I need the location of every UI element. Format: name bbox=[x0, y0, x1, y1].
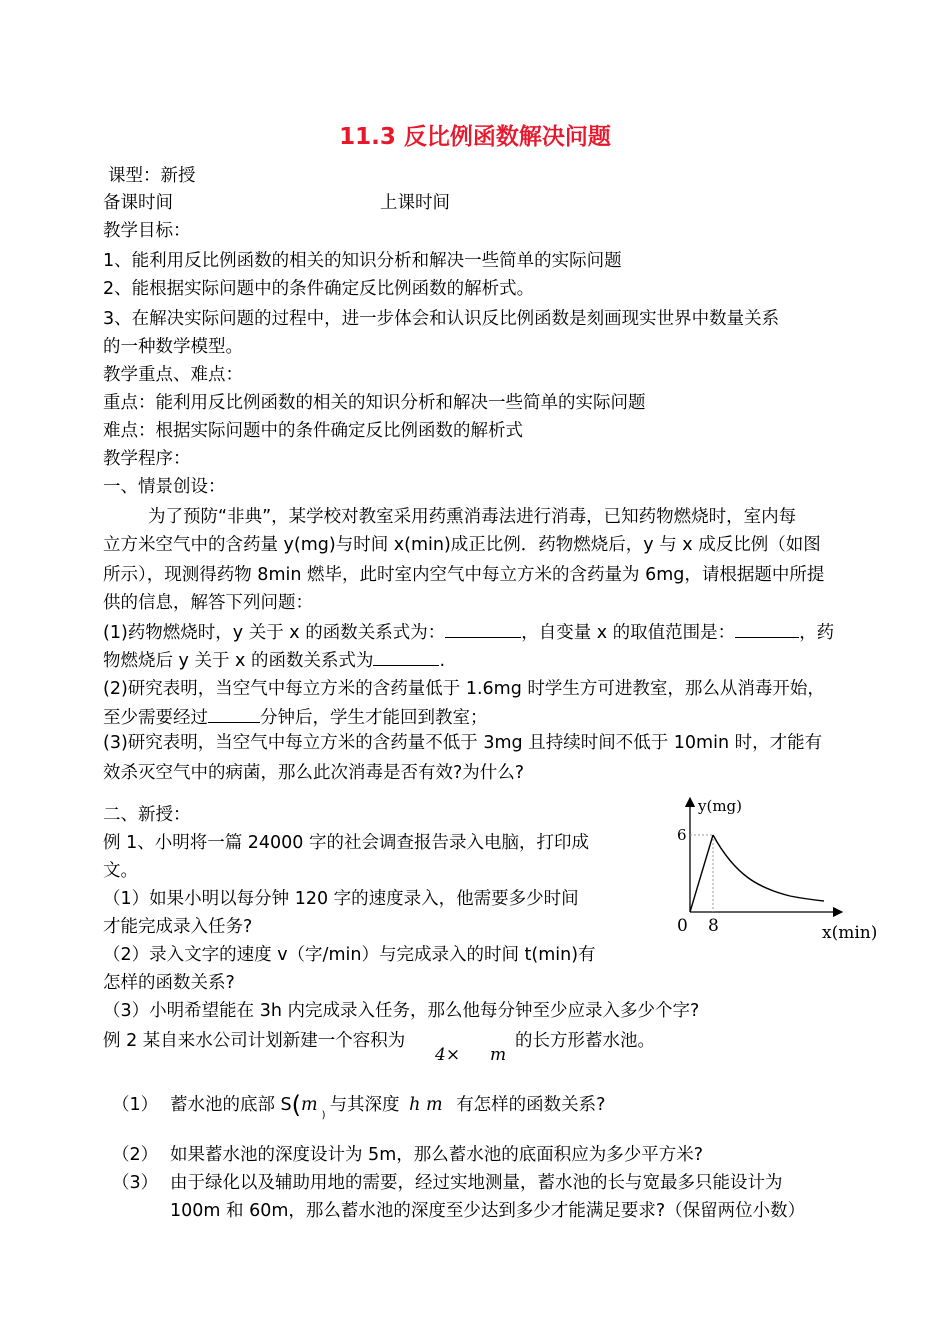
ex2-q2-line: 如果蓄水池的深度设计为 5m，那么蓄水池的底面积应为多少平方米? bbox=[170, 1145, 704, 1165]
section1-heading: 一、情景创设： bbox=[103, 477, 226, 497]
ex2-q3-line-2: 100m 和 60m，那么蓄水池的深度至少达到多少才能满足要求?（保留两位小数） bbox=[170, 1201, 806, 1221]
scenario-line: 立方米空气中的含药量 y(mg)与时间 x(min)成正比例．药物燃烧后，y 与 x 成反比例（如图 bbox=[103, 535, 821, 555]
example1-line: （2）录入文字的速度 v（字/min）与完成录入的时间 t(min)有 bbox=[103, 945, 596, 965]
x-axis-label: x(min) bbox=[822, 923, 878, 943]
scenario-line: 所示），现测得药物 8min 燃毕，此时室内空气中每立方米的含药量为 6mg，请根据题中所提 bbox=[103, 565, 825, 585]
example1-line: 文。 bbox=[103, 861, 138, 881]
ex2-q1-m: m bbox=[301, 1095, 318, 1115]
ex2-q1-paren: ( bbox=[291, 1091, 302, 1119]
ex2-q3-line-1: 由于绿化以及辅助用地的需要，经过实地测量，蓄水池的长与宽最多只能设计为 bbox=[170, 1173, 783, 1193]
ex2-q1-text-a: 蓄水池的底部 S bbox=[170, 1095, 292, 1115]
y-tick-label: 6 bbox=[677, 826, 687, 844]
q1-text-d: 物燃烧后 y 关于 x 的函数关系式为 bbox=[103, 651, 374, 671]
example1-line: 例 1、小明将一篇 24000 字的社会调查报告录入电脑，打印成 bbox=[103, 833, 589, 853]
question-3-line-1: (3)研究表明，当空气中每立方米的含药量不低于 3mg 且持续时间不低于 10min 时，才能有 bbox=[103, 733, 823, 753]
q1-text-b: ，自变量 x 的取值范围是： bbox=[521, 623, 736, 643]
q2-text-b: 至少需要经过 bbox=[103, 708, 208, 728]
q2-text-c: 分钟后，学生才能回到教室； bbox=[260, 708, 488, 728]
ex2-q1-h: h bbox=[409, 1095, 421, 1115]
ex2-q3-num: （3） bbox=[112, 1173, 159, 1193]
question-1-line-2 bbox=[103, 647, 445, 674]
question-1-line-1 bbox=[103, 619, 834, 646]
ex2-q1-text-b: 与其深度 bbox=[329, 1095, 400, 1115]
ex2-q1-num: （1） bbox=[112, 1095, 159, 1115]
difficult-point: 难点：根据实际问题中的条件确定反比例函数的解析式 bbox=[103, 421, 523, 441]
ex2-volume-unit: m bbox=[490, 1045, 507, 1065]
x-tick-label: 8 bbox=[708, 916, 719, 936]
ex2-q1-sub: ) bbox=[321, 1110, 326, 1121]
objective-item: 3、在解决实际问题的过程中，进一步体会和认识反比例函数是刻画现实世界中数量关系 bbox=[103, 309, 780, 329]
ex2-text-b: 的长方形蓄水池。 bbox=[515, 1031, 655, 1051]
question-2-line-2 bbox=[103, 704, 488, 731]
ex2-text-a: 例 2 某自来水公司计划新建一个容积为 bbox=[103, 1031, 406, 1051]
example1-line: （3）小明希望能在 3h 内完成录入任务，那么他每分钟至少应录入多少个字? bbox=[103, 1001, 700, 1021]
ex2-q1-hm: m bbox=[426, 1095, 443, 1115]
lesson-type: 课型：新授 bbox=[108, 166, 196, 186]
keypoints-heading: 教学重点、难点： bbox=[103, 365, 243, 385]
answer-blank[interactable] bbox=[445, 619, 521, 638]
ex2-q1-text-c: 有怎样的函数关系? bbox=[456, 1095, 606, 1115]
ex2-q2-num: （2） bbox=[112, 1145, 159, 1165]
q1-text-e: . bbox=[439, 651, 446, 671]
question-3-line-2: 效杀灭空气中的病菌，那么此次消毒是否有效?为什么? bbox=[103, 763, 525, 783]
key-point: 重点：能利用反比例函数的相关的知识分析和解决一些简单的实际问题 bbox=[103, 393, 646, 413]
class-time: 上课时间 bbox=[380, 193, 450, 213]
objectives-heading: 教学目标： bbox=[103, 221, 191, 241]
example2-line bbox=[103, 1028, 405, 1054]
q1-text-c: ，药 bbox=[799, 623, 835, 643]
origin-label: 0 bbox=[677, 916, 688, 936]
prep-time: 备课时间 bbox=[103, 193, 173, 213]
answer-blank[interactable] bbox=[208, 704, 260, 723]
objective-item: 2、能根据实际问题中的条件确定反比例函数的解析式。 bbox=[103, 279, 535, 299]
q1-text-a: (1)药物燃烧时，y 关于 x 的函数关系式为： bbox=[103, 623, 446, 643]
section2-heading: 二、新授： bbox=[103, 805, 191, 825]
y-axis-label: y(mg) bbox=[698, 797, 743, 815]
curve-rising-line bbox=[690, 835, 713, 912]
example1-line: 才能完成录入任务? bbox=[103, 917, 253, 937]
answer-blank[interactable] bbox=[373, 647, 439, 666]
example1-line: （1）如果小明以每分钟 120 字的速度录入，他需要多少时间 bbox=[103, 889, 579, 909]
scenario-line: 为了预防“非典”，某学校对教室采用药熏消毒法进行消毒，已知药物燃烧时，室内每 bbox=[148, 507, 797, 527]
objective-item: 的一种数学模型。 bbox=[103, 337, 243, 357]
example1-line: 怎样的函数关系? bbox=[103, 973, 235, 993]
question-2-line-1: (2)研究表明，当空气中每立方米的含药量低于 1.6mg 时学生方可进教室，那么从消毒开始， bbox=[103, 679, 825, 699]
ex2-volume-math: 4× bbox=[435, 1045, 461, 1065]
scenario-line: 供的信息，解答下列问题： bbox=[103, 593, 313, 613]
ex2-q1-line bbox=[170, 1092, 605, 1129]
curve-decay bbox=[713, 835, 824, 901]
page-title: 11.3 反比例函数解决问题 bbox=[339, 124, 611, 150]
answer-blank[interactable] bbox=[735, 619, 799, 638]
procedure-heading: 教学程序： bbox=[103, 449, 191, 469]
objective-item: 1、能利用反比例函数的相关的知识分析和解决一些简单的实际问题 bbox=[103, 251, 622, 271]
